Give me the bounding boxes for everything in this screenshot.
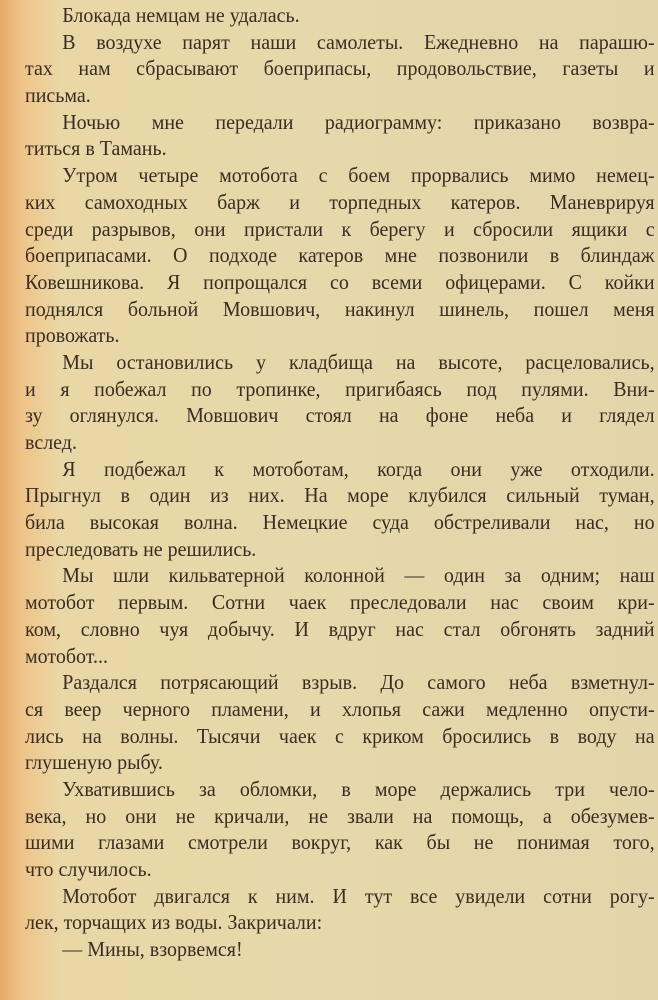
paragraph xyxy=(25,883,655,936)
book-page xyxy=(25,2,655,963)
text-line: Мы остановились у кладбища на высоте, расцеловались, xyxy=(62,349,655,374)
paragraph xyxy=(25,562,655,669)
text-line: мотобот первым. Сотни чаек преследовали нас своим кри- xyxy=(25,590,655,615)
text-line: Ночью мне передали радиограмму: приказано возвра- xyxy=(62,109,655,134)
text-line: письма. xyxy=(25,83,91,108)
text-line: среди разрывов, они пристали к берегу и сбросили ящики с xyxy=(25,216,655,241)
paragraph xyxy=(25,349,655,456)
text-line: поднялся больной Мовшович, накинул шинель, пошел меня xyxy=(25,296,655,321)
text-line: — Мины, взорвемся! xyxy=(62,937,243,962)
paragraph xyxy=(25,109,655,162)
text-line: Ковешникова. Я попрощался со всеми офицерами. С койки xyxy=(25,269,655,294)
text-line: что случилось. xyxy=(25,857,152,881)
paragraph xyxy=(25,669,655,776)
text-line: лись на волны. Тысячи чаек с криком бросились в воду на xyxy=(25,723,655,748)
text-line: тах нам сбрасывают боеприпасы, продовольствие, газеты и xyxy=(25,56,655,81)
text-line: лек, торчащих из воды. Закричали: xyxy=(25,910,323,935)
text-line: Я подбежал к мотоботам, когда они уже отходили. xyxy=(62,456,655,481)
text-line: провожать. xyxy=(25,323,120,348)
text-line: Блокада немцам не удалась. xyxy=(62,3,300,27)
paragraph xyxy=(25,2,655,29)
text-line: вслед. xyxy=(25,430,77,454)
paragraph xyxy=(25,29,655,109)
text-line: боеприпасами. О подходе катеров мне позвонили в блиндаж xyxy=(25,243,655,268)
text-line: преследовать не решились. xyxy=(25,536,257,561)
text-line: Утром четыре мотобота с боем прорвались мимо немец- xyxy=(62,163,655,188)
text-line: Мотобот двигался к ним. И тут все увидели сотни рогу- xyxy=(62,883,655,908)
text-line: глушеную рыбу. xyxy=(25,750,163,775)
text-line: и я побежал по тропинке, пригибаясь под пулями. Вни- xyxy=(25,376,655,401)
paragraph xyxy=(25,776,655,883)
text-line: била высокая волна. Немецкие суда обстреливали нас, но xyxy=(25,510,655,535)
text-line: ся веер черного пламени, и хлопья сажи медленно опусти- xyxy=(25,696,655,721)
text-line: мотобот... xyxy=(25,643,109,668)
text-line: Прыгнул в один из них. На море клубился сильный туман, xyxy=(25,483,655,508)
text-line: века, но они не кричали, не звали на помощь, а обезумев- xyxy=(25,803,655,828)
text-line: В воздухе парят наши самолеты. Ежедневно на парашю- xyxy=(62,29,655,54)
text-line: Ухватившись за обломки, в море держались три чело- xyxy=(62,776,655,801)
text-line: ких самоходных барж и торпедных катеров. Маневрируя xyxy=(25,189,655,214)
paragraph xyxy=(25,456,655,563)
text-line: зу оглянулся. Мовшович стоял на фоне неба и глядел xyxy=(25,403,655,428)
text-line: титься в Тамань. xyxy=(25,136,167,161)
paragraph xyxy=(25,162,655,349)
text-line: Раздался потрясающий взрыв. До самого неба взметнул- xyxy=(62,670,655,695)
text-line: Мы шли кильватерной колонной — один за одним; наш xyxy=(62,563,655,588)
text-line: шими глазами смотрели вокруг, как бы не понимая того, xyxy=(25,830,655,855)
text-line: ком, словно чуя добычу. И вдруг нас стал обгонять задний xyxy=(25,616,655,641)
paragraph xyxy=(25,936,655,963)
